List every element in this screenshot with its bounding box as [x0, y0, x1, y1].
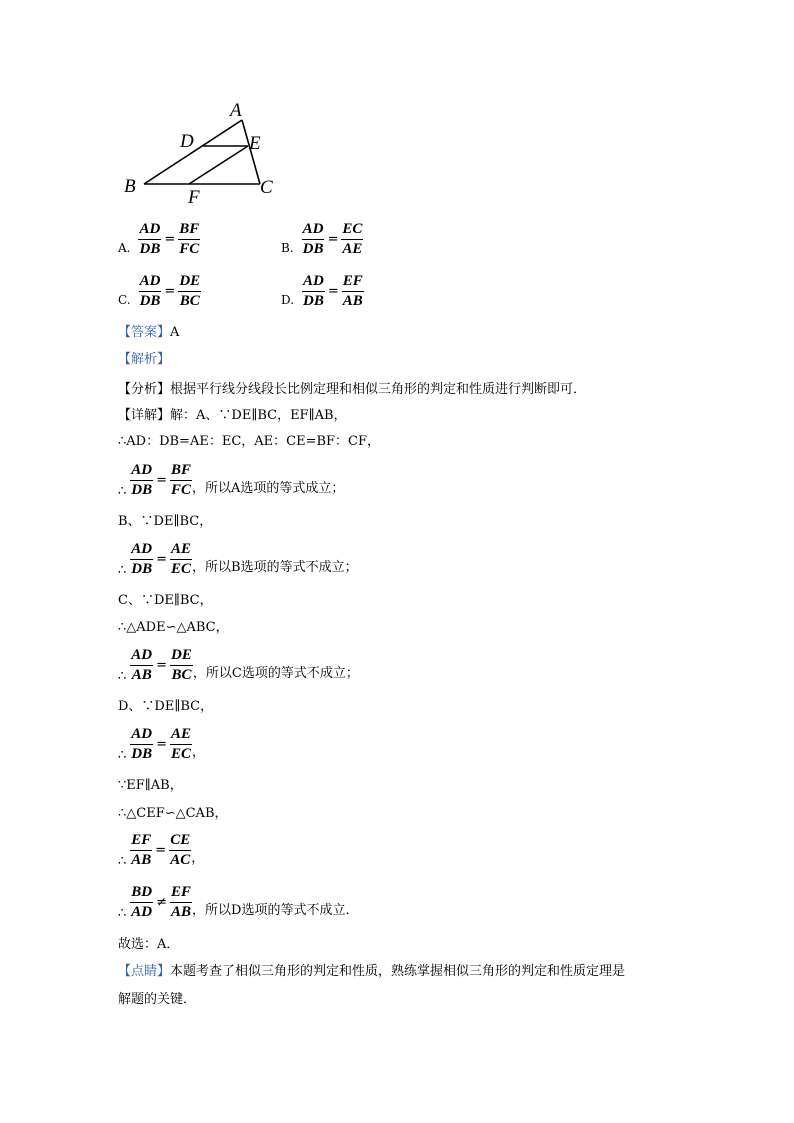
equation-d-2: ∴ $\frac{EF}{AB}$ = $\frac{CE}{AC}$ ，	[118, 832, 205, 869]
fraction: $\frac{AD}{DB}$	[139, 221, 161, 257]
fraction: $\frac{AE}{EC}$	[171, 726, 192, 762]
line-d-2: ∵EF∥AB，	[118, 778, 183, 793]
fenxi-text: 根据平行线分线段长比例定理和相似三角形的判定和性质进行判断即可．	[170, 382, 587, 397]
triangle-figure	[118, 96, 288, 208]
segment-AB	[144, 120, 242, 184]
analysis-tag: 【解析】	[118, 352, 171, 367]
label-B: B	[124, 176, 136, 197]
equation-a: ∴ $\frac{AD}{DB}$ = $\frac{BF}{FC}$ ，所以A选项的等式成立；	[118, 462, 345, 499]
line-b: B、∵DE∥BC，	[118, 514, 213, 529]
fraction: $\frac{AD}{DB}$	[131, 541, 153, 577]
conclusion: 故选：A．	[118, 937, 180, 952]
line-c-2: ∴△ADE∽△ABC，	[118, 620, 229, 635]
option-b-label: B.	[281, 241, 294, 255]
line-d-1: D、∵DE∥BC，	[118, 699, 214, 714]
xiangjie-tag: 【详解】	[118, 408, 171, 423]
fraction: $\frac{EF}{AB}$	[342, 273, 363, 309]
fenxi-line	[118, 380, 586, 400]
equation-d-1: ∴ $\frac{AD}{DB}$ = $\frac{AE}{EC}$ ，	[118, 726, 206, 763]
xiangjie-line-2: ∴AD：DB=AE：EC，AE：CE=BF：CF，	[118, 434, 381, 449]
line-c-1: C、∵DE∥BC，	[118, 593, 213, 608]
equation-d-3: ∴ $\frac{BD}{AD}$ ≠ $\frac{EF}{AB}$ ，所以D选项的等式不成立．	[118, 884, 359, 921]
fraction: $\frac{EF}{AB}$	[131, 832, 152, 868]
equation-c: ∴ $\frac{AD}{AB}$ = $\frac{DE}{BC}$ ，所以C选项的等式不成立；	[118, 647, 359, 684]
segment-EF	[189, 146, 248, 184]
line-d-3: ∴△CEF∽△CAB，	[118, 806, 228, 821]
label-D: D	[180, 131, 194, 152]
fraction: $\frac{AE}{EC}$	[171, 541, 192, 577]
fenxi-tag: 【分析】	[118, 382, 171, 397]
xiangjie-line-1: 【详解】解：A、∵DE∥BC，EF∥AB，	[118, 408, 347, 423]
fraction: $\frac{EC}{AE}$	[342, 221, 363, 257]
answer-line	[118, 323, 179, 343]
fraction: $\frac{BF}{FC}$	[179, 221, 200, 257]
fraction: $\frac{BF}{FC}$	[171, 462, 192, 498]
fraction: $\frac{DE}{BC}$	[179, 273, 201, 309]
fraction: $\frac{CE}{AC}$	[170, 832, 191, 868]
fraction: $\frac{AD}{DB}$	[302, 221, 324, 257]
dianjing-line-1: 【点睛】本题考查了相似三角形的判定和性质，熟练掌握相似三角形的判定和性质定理是	[118, 964, 626, 979]
fraction: $\frac{EF}{AB}$	[171, 884, 192, 920]
label-A: A	[230, 100, 242, 121]
answer-tag: 【答案】	[118, 325, 171, 340]
label-C: C	[260, 177, 273, 198]
dianjing-line-2: 解题的关键．	[118, 992, 197, 1007]
equation-b: ∴ $\frac{AD}{DB}$ = $\frac{AE}{EC}$ ，所以B选项的等式不成立；	[118, 541, 358, 578]
option-a: A. $\frac{AD}{DB}$ = $\frac{BF}{FC}$	[118, 221, 200, 257]
fraction: $\frac{DE}{BC}$	[171, 647, 192, 683]
fraction: $\frac{AD}{DB}$	[303, 273, 324, 309]
label-F: F	[188, 187, 200, 208]
fraction: $\frac{AD}{DB}$	[139, 273, 161, 309]
option-d-label: D.	[281, 293, 295, 307]
option-c-label: C.	[118, 293, 131, 307]
label-E: E	[249, 133, 261, 154]
option-d: D. $\frac{AD}{DB}$ = $\frac{EF}{AB}$	[281, 273, 363, 309]
option-b: B. $\frac{AD}{DB}$ = $\frac{EC}{AE}$	[281, 221, 363, 257]
fraction: $\frac{AD}{DB}$	[131, 726, 153, 762]
answer-value: A	[170, 325, 180, 340]
dianjing-tag: 【点睛】	[118, 964, 171, 979]
fraction: $\frac{AD}{DB}$	[131, 462, 153, 498]
option-a-label: A.	[118, 241, 131, 255]
fraction: $\frac{BD}{AD}$	[131, 884, 153, 920]
fraction: $\frac{AD}{AB}$	[131, 647, 153, 683]
option-c: C. $\frac{AD}{DB}$ = $\frac{DE}{BC}$	[118, 273, 201, 309]
